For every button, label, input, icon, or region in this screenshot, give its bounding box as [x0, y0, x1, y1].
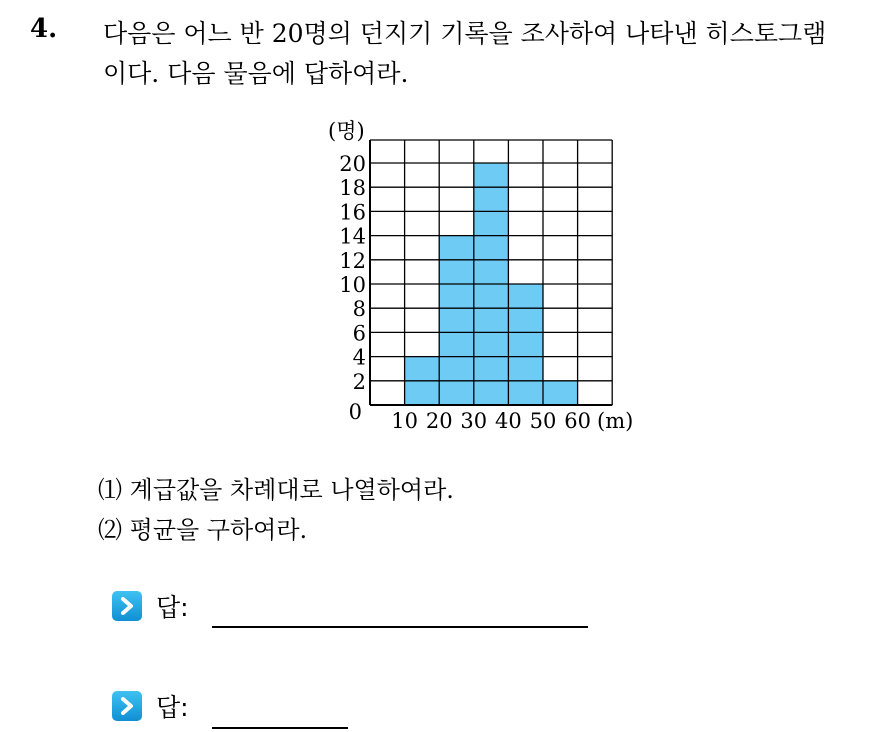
y-tick-label: 2: [352, 369, 366, 394]
subquestion-2: ⑵ 평균을 구하여라.: [98, 516, 308, 544]
histogram-bar: [508, 284, 543, 405]
question-text-line-2: 이다. 다음 물음에 답하여라.: [103, 59, 409, 88]
question-text-line-1: 다음은 어느 반 20명의 던지기 기록을 조사하여 나타낸 히스토그램: [103, 19, 827, 48]
y-tick-label: 0: [348, 400, 362, 424]
y-tick-label: 18: [339, 176, 366, 201]
y-axis-unit: (명): [328, 119, 365, 143]
y-tick-label: 14: [339, 224, 366, 249]
x-tick-label: 10: [391, 409, 418, 433]
answer-blank-2[interactable]: [212, 727, 348, 729]
chevron-right-icon: [112, 591, 142, 621]
x-tick-label: 50: [529, 409, 557, 433]
histogram-bar: [439, 236, 474, 405]
x-tick-label: 20: [425, 409, 453, 433]
x-axis-unit: (m): [597, 409, 634, 433]
answer-label-2: 답:: [156, 693, 189, 722]
x-tick-label: 60: [564, 409, 591, 433]
answer-label-1: 답:: [156, 593, 189, 622]
y-tick-label: 8: [352, 297, 366, 322]
y-tick-label: 20: [339, 152, 366, 176]
y-tick-label: 10: [339, 273, 366, 297]
x-tick-label: 30: [460, 409, 488, 433]
x-tick-label: 40: [495, 409, 522, 433]
answer-row-1: [112, 590, 189, 622]
answer-row-2: [112, 690, 189, 722]
y-tick-label: 4: [352, 345, 366, 370]
chevron-right-icon: [112, 691, 142, 721]
y-tick-label: 6: [352, 321, 366, 346]
question-number: 4.: [30, 14, 58, 44]
subquestion-1: ⑴ 계급값을 차례대로 나열하여라.: [98, 476, 454, 504]
y-tick-label: 16: [339, 200, 366, 225]
y-tick-label: 12: [339, 248, 366, 273]
histogram-bar: [543, 381, 578, 405]
answer-blank-1[interactable]: [212, 626, 588, 628]
